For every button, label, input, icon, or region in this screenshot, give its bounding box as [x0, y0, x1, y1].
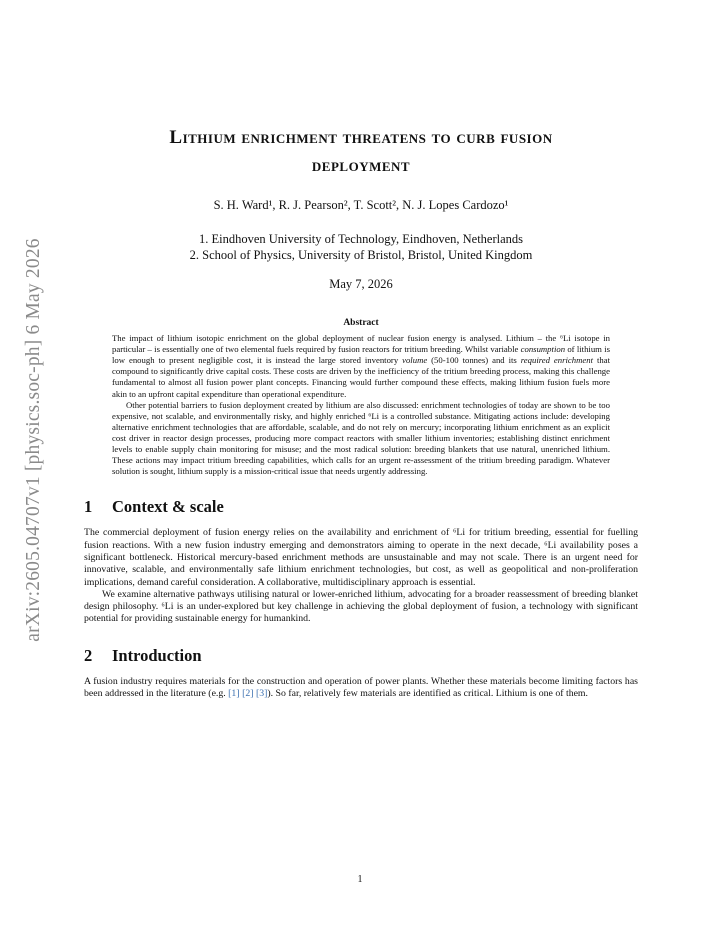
section-heading-context	[84, 497, 638, 517]
citation-link-3[interactable]: [3]	[255, 687, 268, 699]
section-title: Introduction	[112, 645, 202, 665]
arxiv-sidebar	[14, 220, 54, 660]
abstract-paragraph-1	[112, 333, 610, 400]
abstract-text: that compound to significantly drive capital costs. These costs are driven by the inefficiency of the tritium breeding process, making this challenge fundamental to almost all fusion power plant concepts. Financing would further compound these effects, making lithium fusion fuels more akin to an upfront capital expenditure than operational expenditure.	[112, 355, 610, 399]
title-line-2: deployment	[311, 155, 411, 176]
paper-page	[84, 124, 638, 700]
page-number: 1	[357, 874, 363, 885]
abstract-text: of lithium is low enough to present negligible cost, it is instead the large stored inventory	[112, 344, 610, 366]
section1-paragraph-2: We examine alternative pathways utilising natural or lower-enriched lithium, advocating for a broader reassessment of breeding blanket design philosophy. ⁶Li is an under-explored but key challenge in achieving the global deployment of fusion, a technology with significant potential for providing sustainable energy for humankind.	[84, 588, 638, 625]
emphasis-consumption: consumption	[520, 344, 566, 355]
paper-title	[84, 124, 638, 180]
emphasis-volume: volume	[402, 355, 428, 366]
citation-link-2[interactable]: [2]	[242, 687, 254, 699]
paper-date: May 7, 2026	[329, 277, 393, 291]
abstract	[112, 318, 610, 477]
section-number: 2	[84, 645, 93, 665]
section-number: 1	[84, 497, 93, 517]
body-text: ). So far, relatively few materials are identified as critical. Lithium is one of them.	[267, 687, 589, 699]
affiliation-1: 1. Eindhoven University of Technology, Eindhoven, Netherlands	[198, 232, 524, 246]
section2-paragraph-1	[84, 676, 638, 701]
title-line-1: Lithium enrichment threatens to curb fusion	[169, 127, 553, 148]
section1-paragraph-1: The commercial deployment of fusion energy relies on the availability and enrichment of ⁶Li for tritium breeding, essential for fuelling fusion reactions. With a new fusion industry emerging and demonstrators aiming to operate in the next decade, ⁶Li availability poses a significant bottleneck. Historical mercury-based enrichment methods are unsustainable and may not scale. There is an urgent need for innovative, scalable, and environmentally safe lithium enrichment technologies, but cost, as well as geopolitical and non-proliferation implications, demand careful consideration. A collaborative, multidisciplinary approach is essential.	[84, 527, 638, 588]
abstract-heading: Abstract	[343, 318, 379, 328]
abstract-text: (50-100 tonnes) and its	[427, 355, 521, 366]
section-title: Context & scale	[112, 497, 224, 517]
arxiv-identifier: arXiv:2605.04707v1 [physics.soc-ph] 6 May 2026	[23, 238, 44, 642]
citation-link-1[interactable]: [1]	[228, 687, 240, 699]
emphasis-required-enrichment: required enrichment	[520, 355, 594, 366]
abstract-text: The impact of lithium isotopic enrichment on the global deployment of nuclear fusion energy is analysed. Lithium – the ⁶Li isotope in particular – is essentially one of two elemental fuels required by fusion reactors for tritium breeding. Whilst variable	[112, 333, 610, 355]
body-text: A fusion industry requires materials for the construction and operation of power plants. Whether these materials become limiting factors has been addressed in the literature (e.g.	[84, 675, 638, 699]
affiliations	[84, 231, 638, 263]
affiliation-2: 2. School of Physics, University of Bristol, Bristol, United Kingdom	[189, 248, 533, 262]
abstract-paragraph-2: Other potential barriers to fusion deployment created by lithium are also discussed: enrichment technologies of today are shown to be too expensive, not scalable, and environmentally risky, and highly enriched ⁶Li is a controlled substance. Mitigating actions include: developing alternative enrichment technologies that are affordable, scalable, and do not rely on mercury; incorporating lithium enrichment as an explicit cost driver in reactor design processes, producing more compact reactors with smaller lithium inventories; establishing distinct enrichment levels to enable supply chain monitoring for misuse; and the most radical solution: breeding blankets that use natural, unenriched lithium. These actions may impact tritium breeding capabilities, which calls for an urgent re-assessment of the tritium breeding paradigm. Whatever solution is sought, lithium supply is a mission-critical issue that needs urgently addressing.	[112, 399, 610, 477]
section-heading-introduction	[84, 646, 638, 666]
author-list: S. H. Ward¹, R. J. Pearson², T. Scott², N. J. Lopes Cardozo¹	[213, 198, 509, 212]
